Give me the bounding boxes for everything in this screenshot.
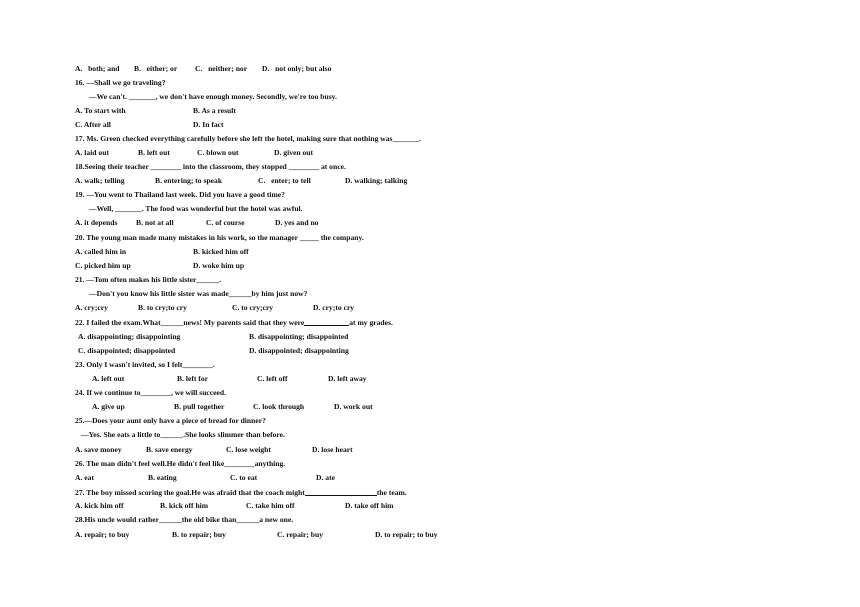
q27-option-d: D. take off him: [345, 501, 394, 510]
q26-option-d: D. ate: [316, 473, 335, 482]
q25-reply: —Yes. She eats a little to______.She looks slimmer than before.: [81, 430, 285, 439]
q15-option-d: D. not only; but also: [262, 64, 332, 73]
q23-option-b: B. left for: [177, 374, 208, 383]
q28-stem: 28.His uncle would rather______the old bike than______a new one.: [75, 515, 294, 524]
q27-stem: 27. The boy missed scoring the goal.He was afraid that the coach might the team.: [75, 488, 407, 497]
q20-option-c: C. picked him up: [75, 261, 131, 270]
q21-stem: 21. —Tom often makes his little sister______.: [75, 275, 222, 284]
q28-option-d: D. to repair; to buy: [375, 530, 438, 539]
q27-blank-line: [305, 487, 377, 496]
q26-option-c: C. to eat: [230, 473, 258, 482]
q16-option-c: C. After all: [75, 120, 111, 129]
q27-option-a: A. kick him off: [75, 501, 124, 510]
q23-option-d: D. left away: [328, 374, 367, 383]
q24-option-d: D. work out: [334, 402, 373, 411]
q19-option-c: C. of course: [206, 218, 245, 227]
q24-option-a: A. give up: [92, 402, 125, 411]
q17-stem: 17. Ms. Green checked everything carefully before she left the hotel, making sure that nothing was_______.: [75, 134, 421, 143]
q16-stem: 16. —Shall we go traveling?: [75, 78, 166, 87]
q25-stem: 25.—Does your aunt only have a piece of bread for dinner?: [75, 416, 266, 425]
q27-option-c: C. take him off: [246, 501, 295, 510]
q21-option-c: C. to cry;cry: [232, 303, 274, 312]
q17-option-d: D. given out: [274, 148, 314, 157]
q15-option-b: B. either; or: [134, 64, 178, 73]
q26-option-b: B. eating: [148, 473, 177, 482]
q16-option-d: D. In fact: [193, 120, 224, 129]
q19-option-a: A. it depends: [75, 218, 118, 227]
q19-reply: —Well, _______. The food was wonderful but the hotel was awful.: [89, 204, 303, 213]
q24-option-c: C. look through: [253, 402, 305, 411]
q23-option-c: C. left off: [257, 374, 288, 383]
q25-option-a: A. save money: [75, 445, 122, 454]
q20-stem: 20. The young man made many mistakes in his work, so the manager _____ the company.: [75, 233, 364, 242]
q18-option-c: C. enter; to tell: [258, 176, 311, 185]
q15-option-a: A. both; and: [75, 64, 120, 73]
q20-option-d: D. woke him up: [193, 261, 245, 270]
q28-option-a: A. repair; to buy: [75, 530, 130, 539]
q22-option-b: B. disappointing; disappointed: [249, 332, 349, 341]
q21-option-b: B. to cry;to cry: [138, 303, 187, 312]
q21-reply: —Don't you know his little sister was made______by him just now?: [89, 289, 308, 298]
q16-option-b: B. As a result: [193, 106, 236, 115]
q21-option-a: A. cry;cry: [75, 303, 108, 312]
q24-stem: 24. If we continue to________, we will succeed.: [75, 388, 227, 397]
q28-option-b: B. to repair; buy: [172, 530, 226, 539]
q23-option-a: A. left out: [92, 374, 125, 383]
q16-reply: —We can't. _______, we don't have enough money. Secondly, we're too busy.: [89, 92, 337, 101]
q17-option-c: C. blown out: [197, 148, 239, 157]
q22-blank-line: [304, 317, 349, 326]
q27-option-b: B. kick off him: [160, 501, 209, 510]
q17-option-b: B. left out: [138, 148, 170, 157]
q17-option-a: A. laid out: [75, 148, 109, 157]
q19-stem: 19. —You went to Thailand last week. Did you have a good time?: [75, 190, 285, 199]
q22-option-a: A. disappointing; disappointing: [78, 332, 181, 341]
q25-option-d: D. lose heart: [312, 445, 353, 454]
q18-option-a: A. walk; telling: [75, 176, 125, 185]
q25-option-b: B. save energy: [146, 445, 193, 454]
q20-option-a: A. called him in: [75, 247, 127, 256]
q25-option-c: C. lose weight: [226, 445, 271, 454]
q23-stem: 23. Only I wasn't invited, so I felt________.: [75, 360, 215, 369]
q22-stem: 22. I failed the exam.What______news! My parents said that they were at my grades.: [75, 318, 393, 327]
q22-option-d: D. disappointed; disappointing: [249, 346, 349, 355]
q26-option-a: A. eat: [75, 473, 94, 482]
q22-option-c: C. disappointed; disappointed: [78, 346, 176, 355]
q26-stem: 26. The man didn't feel well.He didn't feel like________anything.: [75, 459, 286, 468]
q18-option-b: B. entering; to speak: [155, 176, 223, 185]
q20-option-b: B. kicked him off: [193, 247, 249, 256]
q19-option-b: B. not at all: [136, 218, 174, 227]
q28-option-c: C. repair; buy: [277, 530, 324, 539]
q19-option-d: D. yes and no: [275, 218, 319, 227]
q18-stem: 18.Seeing their teacher ________ into the classroom, they stopped ________ at once.: [75, 162, 346, 171]
q21-option-d: D. cry;to cry: [313, 303, 355, 312]
q18-option-d: D. walking; talking: [345, 176, 408, 185]
q24-option-b: B. pull together: [174, 402, 225, 411]
q16-option-a: A. To start with: [75, 106, 126, 115]
q15-option-c: C. neither; nor: [195, 64, 248, 73]
